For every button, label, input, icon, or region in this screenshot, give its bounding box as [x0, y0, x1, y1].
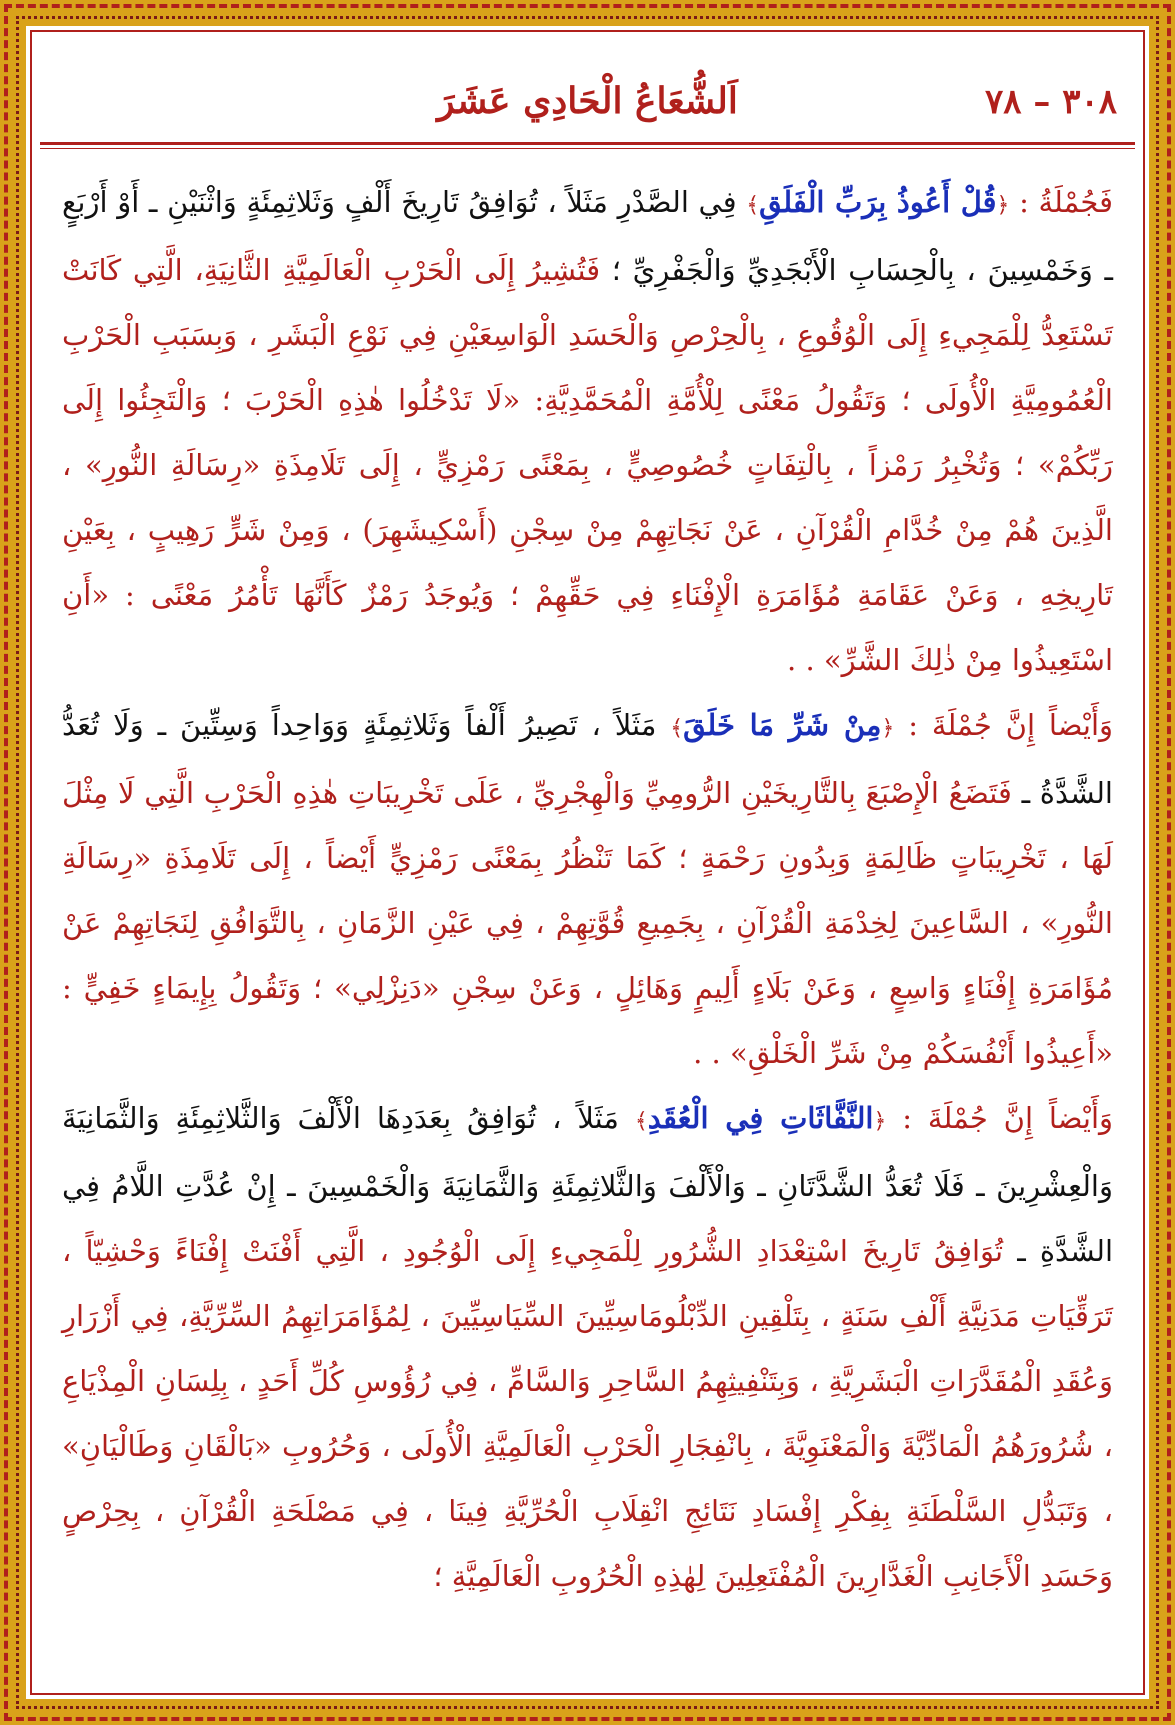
ornament-close-icon: ﴾: [634, 1109, 648, 1134]
paragraph-3: [62, 1086, 1113, 1609]
page-title: اَلشُّعَاعُ الْحَادِي عَشَرَ: [437, 80, 738, 122]
page-header: [48, 70, 1127, 140]
quran-verse: مِنْ شَرِّ مَا خَلَقَ: [683, 708, 882, 742]
ornament-open-icon: ﴿: [873, 1109, 887, 1134]
quran-verse: قُلْ أَعُوذُ بِرَبِّ الْفَلَقِ: [759, 185, 997, 219]
page-body: [62, 170, 1113, 1665]
ornament-open-icon: ﴿: [996, 193, 1010, 218]
ornament-close-icon: ﴾: [670, 716, 684, 741]
paragraph-text: مَثَلاً ، تُوَافِقُ بِعَدَدِهَا الْأَلْفَ وَالثَّلاثِمِئَةِ وَالثَّمَانِيَةَ وَالْعِشْرِينَ ـ فَلَا تُعَدُّ الشَّدَّتَانِ ـ وَالْأَلْفَ وَالثَّلاثِمِئَةِ وَالثَّمَانِيَةَ وَالْخَمْسِينَ ـ إِنْ عُدَّتِ اللَّامُ فِي الشَّدَّةِ ـ: [62, 1101, 1113, 1268]
paragraph-text: مَثَلاً ، تَصِيرُ أَلْفاً وَثَلاثِمِئَةٍ وَوَاحِداً وَسِتِّينَ ـ وَلَا تُعَدُّ الشَّدَّةُ ـ: [62, 708, 1113, 810]
header-divider-thin: [40, 148, 1135, 149]
paragraph-2: [62, 693, 1113, 1086]
paragraph-1: [62, 170, 1113, 693]
quran-verse: النَّفَّاثَاتِ فِي الْعُقَدِ: [647, 1101, 874, 1135]
paragraph-lead: وَأَيْضاً إِنَّ جُمْلَةَ :: [908, 708, 1114, 742]
paragraph-text: فِي الصَّدْرِ مَثَلاً ، تُوَافِقُ تَارِيخَ أَلْفٍ وَثَلاثِمِئَةٍ وَاثْنَيْنِ ـ أَوْ أَرْبَعٍ ـ وَخَمْسِينَ ، بِالْحِسَابِ الْأَبْجَدِيِّ وَالْجَفْرِيِّ ؛: [62, 185, 1114, 287]
page-number: ٣٠٨ – ٧٨: [984, 82, 1117, 122]
paragraph-lead: فَجُمْلَةُ :: [1019, 185, 1113, 219]
ornament-open-icon: ﴿: [881, 716, 895, 741]
paragraph-highlight-text: فَتَضَعُ الْإِصْبَعَ بِالتَّارِيخَيْنِ الرُّومِيِّ وَالْهِجْرِيِّ ، عَلَى تَخْرِيبَاتِ هٰذِهِ الْحَرْبِ الَّتِي لَا مِثْلَ لَهَا ، تَخْرِيبَاتٍ ظَالِمَةٍ وَبِدُونِ رَحْمَةٍ ؛ كَمَا تَنْظُرُ بِمَعْنًى رَمْزِيٍّ أَيْضاً ، إِلَى تَلَامِذَةِ «رِسَالَةِ النُّورِ» ، السَّاعِينَ لِخِدْمَةِ الْقُرْآنِ ، بِجَمِيعِ قُوَّتِهِمْ ، فِي عَيْنِ الزَّمَانِ ، بِالتَّوَافُقِ لِنَجَاتِهِمْ عَنْ مُؤَامَرَةِ إِفْنَاءٍ وَاسِعٍ ، وَعَنْ بَلَاءٍ أَلِيمٍ وَهَائِلٍ ، وَعَنْ سِجْنِ «دَنِزْلِي» ؛ وَتَقُولُ بِإِيمَاءٍ خَفِيٍّ : «أَعِيذُوا أَنْفُسَكُمْ مِنْ شَرِّ الْخَلْقِ» . .: [62, 776, 1113, 1070]
paragraph-highlight-text: تُوَافِقُ تَارِيخَ اسْتِعْدَادِ الشُّرُورِ لِلْمَجِيءِ إِلَى الْوُجُودِ ، الَّتِي أَفْنَتْ إِفْنَاءً وَحْشِيّاً ، تَرَقِّيَاتِ مَدَنِيَّةِ أَلْفِ سَنَةٍ ، بِتَلْقِينِ الدِّبْلُومَاسِيِّينَ السِّيَاسِيِّينَ ، لِمُؤَامَرَاتِهِمُ السِّرِّيَّةِ، فِي أَزْرَارِ وَعُقَدِ الْمُقَدَّرَاتِ الْبَشَرِيَّةِ ، وَبِتَنْفِيثِهِمُ السَّاحِرِ وَالسَّامِّ ، فِي رُؤُوسِ كُلِّ أَحَدٍ ، بِلِسَانِ الْمِذْيَاعِ ، شُرُورَهُمُ الْمَادِّيَّةَ وَالْمَعْنَوِيَّةَ ، بِانْفِجَارِ الْحَرْبِ الْعَالَمِيَّةِ الْأُولَى ، وَحُرُوبِ «بَالْقَانِ وَطَالْيَانِ» ، وَتَبَدُّلِ السَّلْطَنَةِ بِفِكْرِ إِفْسَادِ نَتَائِجِ انْقِلَابِ الْحُرِّيَّةِ فِينَا ، فِي مَصْلَحَةِ الْقُرْآنِ ، بِحِرْصٍ وَحَسَدِ الْأَجَانِبِ الْغَدَّارِينَ الْمُفْتَعِلِينَ لِهٰذِهِ الْحُرُوبِ الْعَالَمِيَّةِ ؛: [62, 1234, 1113, 1593]
header-divider: [40, 142, 1135, 145]
ornament-close-icon: ﴾: [746, 193, 760, 218]
paragraph-highlight-text: فَتُشِيرُ إِلَى الْحَرْبِ الْعَالَمِيَّةِ الثَّانِيَةِ، الَّتِي كَانَتْ تَسْتَعِدُّ لِلْمَجِيءِ إِلَى الْوُقُوعِ ، بِالْحِرْصِ وَالْحَسَدِ الْوَاسِعَيْنِ فِي نَوْعِ الْبَشَرِ ، وَبِسَبَبِ الْحَرْبِ الْعُمُومِيَّةِ الْأُولَى ؛ وَتَقُولُ مَعْنًى لِلْأُمَّةِ الْمُحَمَّدِيَّةِ: «لَا تَدْخُلُوا هٰذِهِ الْحَرْبَ ؛ وَالْتَجِئُوا إِلَى رَبِّكُمْ» ؛ وَتُخْبِرُ رَمْزاً ، بِالْتِفَاتٍ خُصُوصِيٍّ ، بِمَعْنًى رَمْزِيٍّ ، إِلَى تَلَامِذَةِ «رِسَالَةِ النُّورِ» ، الَّذِينَ هُمْ مِنْ خُدَّامِ الْقُرْآنِ ، عَنْ نَجَاتِهِمْ مِنْ سِجْنِ (أَسْكِيشَهِرَ) ، وَمِنْ شَرٍّ رَهِيبٍ ، بِعَيْنِ تَارِيخِهِ ، وَعَنْ عَقَامَةِ مُؤَامَرَةِ الْإِفْنَاءِ فِي حَقِّهِمْ ؛ وَيُوجَدُ رَمْزٌ كَأَنَّهَا تَأْمُرُ مَعْنًى : «أَنِ اسْتَعِيذُوا مِنْ ذٰلِكَ الشَّرِّ» . .: [62, 253, 1113, 677]
paragraph-lead: وَأَيْضاً إِنَّ جُمْلَةَ :: [902, 1101, 1114, 1135]
